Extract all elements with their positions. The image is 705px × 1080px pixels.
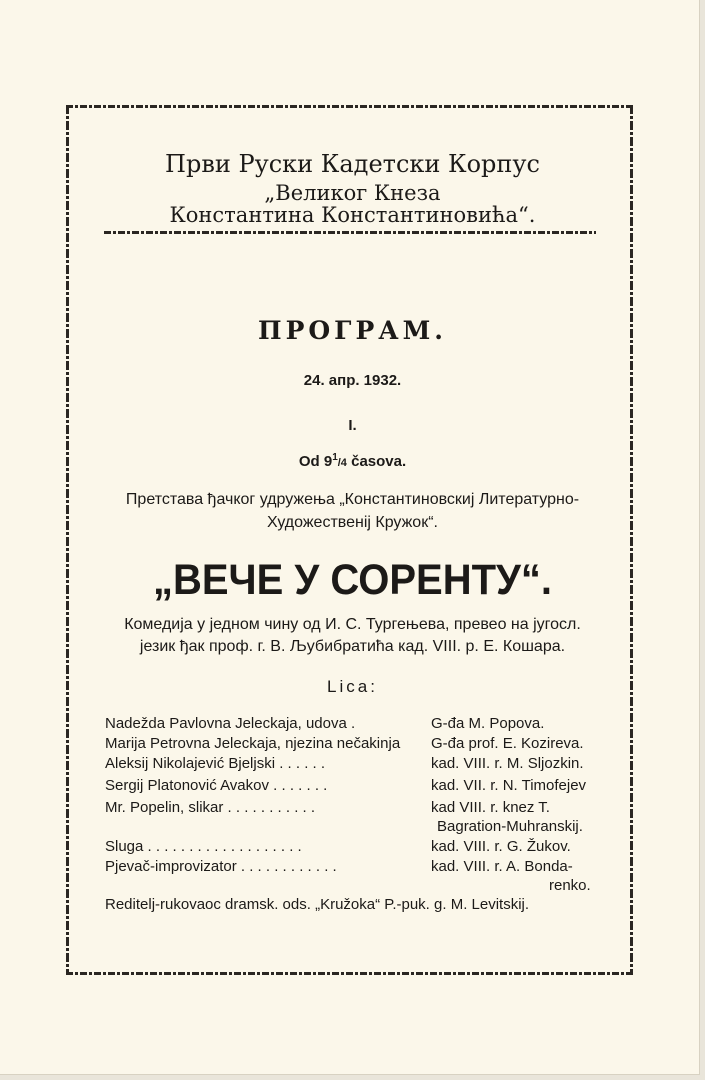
- program-title: ПРОГРАМ.: [258, 316, 447, 345]
- cast-heading: Lica:: [327, 677, 378, 696]
- cast-actor: kad. VIII. r. M. Sljozkin.: [431, 755, 584, 772]
- cast-actor: kad VIII. r. knez T.: [431, 799, 550, 816]
- cast-actor-continued: Bagration-Muhranskij.: [437, 818, 583, 835]
- corps-name: Први Руски Кадетски Корпус: [165, 150, 540, 178]
- border-bottom: [66, 972, 633, 975]
- cast-actor: G-đa M. Popova.: [431, 715, 545, 732]
- cast-actor: kad. VII. r. N. Timofejev: [431, 777, 587, 794]
- konstantin-line: Константина Константиновића“.: [169, 203, 536, 227]
- cast-role: Sluga . . . . . . . . . . . . . . . . . . .: [105, 838, 302, 855]
- cast-actor-continued: renko.: [549, 877, 591, 894]
- cast-role: Sergij Platonović Avakov . . . . . . .: [105, 777, 328, 794]
- header-divider: [104, 231, 596, 234]
- border-left: [66, 105, 69, 975]
- play-title: „ВЕЧЕ У СОРЕНТУ“.: [152, 556, 553, 604]
- border-top: [66, 105, 633, 108]
- grand-duke-line: „Великог Кнеза: [264, 181, 441, 205]
- cast-actor: G-đa prof. E. Kozireva.: [431, 735, 584, 752]
- cast-actor: kad. VIII. r. G. Žukov.: [431, 838, 571, 855]
- intro-line-2: Художественij Кружок“.: [267, 514, 438, 531]
- play-description-1: Комедија у једном чину од И. С. Тургењева, превео на југосл.: [124, 616, 581, 633]
- intro-line-1: Претстава ђачког удружења „Константиновскиј Литературно-: [125, 491, 580, 508]
- play-description-2: језик ђак проф. г. В. Љубибратића кад. VIII. р. Е. Кошара.: [139, 638, 566, 655]
- cast-role: Nadežda Pavlovna Jeleckaja, udova .: [105, 715, 356, 732]
- start-time: Od $9^1/4$ časova.: [298, 452, 407, 470]
- cast-role: Pjevač-improvizator . . . . . . . . . . . .: [105, 858, 337, 875]
- border-right: [630, 105, 633, 975]
- program-date: 24. апр. 1932.: [303, 372, 402, 389]
- cast-role: Marija Petrovna Jeleckaja, njezina nečakinja: [105, 735, 401, 752]
- director-line: Reditelj-rukovaoc dramsk. ods. „Kružoka“ P.-puk. g. M. Levitskij.: [105, 896, 530, 913]
- cast-actor: kad. VIII. r. A. Bonda-: [431, 858, 573, 875]
- cast-role: Mr. Popelin, slikar . . . . . . . . . . .: [105, 799, 316, 816]
- part-number: I.: [348, 417, 357, 434]
- cast-role: Aleksij Nikolajević Bjeljski . . . . . .: [105, 755, 326, 772]
